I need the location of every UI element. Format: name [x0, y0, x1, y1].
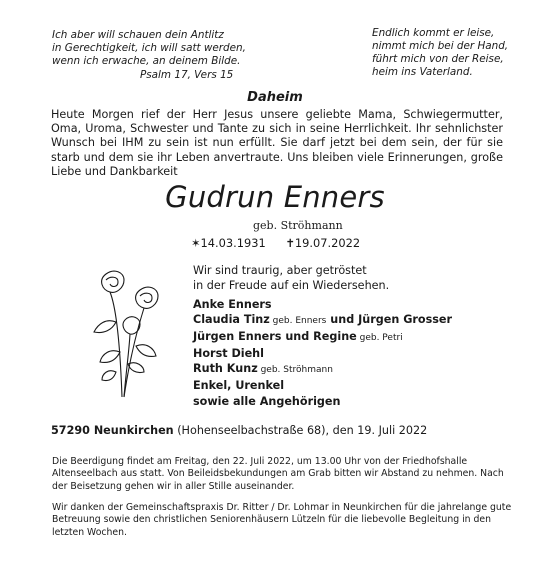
verse-line: in Gerechtigkeit, ich will satt werden, [52, 42, 246, 54]
mourning-line: in der Freude auf ein Wiedersehen. [193, 279, 390, 292]
verse-left [52, 29, 257, 68]
verse-line: heim ins Vaterland. [372, 66, 473, 78]
family-member: sowie alle Angehörigen [193, 394, 341, 408]
family-member: Horst Diehl [193, 347, 264, 361]
mourning-text [193, 263, 389, 293]
thanks-info: Wir danken der Gemeinschaftspraxis Dr. Ritter / Dr. Lohmar in Neunkirchen für die jahrelange gute Betreuung sowie den christlichen Seniorenhäusern Lützeln für die liebevolle Begleitung in den letzten Wochen. [52, 502, 512, 538]
maiden-name: geb. Ströhmann [253, 219, 343, 232]
verse-line: Ich aber will schauen dein Antlitz [52, 29, 224, 41]
family-member: Enkel, Urenkel [193, 379, 285, 393]
deceased-name: Gudrun Enners [165, 180, 385, 214]
family-member: Ruth Kunz geb. Ströhmann [193, 362, 333, 376]
address: (Hohenseelbachstraße 68), den 19. Juli 2022 [173, 424, 428, 437]
heading: Daheim [247, 90, 303, 105]
life-dates [191, 236, 376, 250]
death-date: ✝19.07.2022 [285, 236, 361, 250]
verse-line: nimmt mich bei der Hand, [372, 40, 509, 52]
family-member: Anke Enners [193, 298, 272, 311]
place-date-line [51, 424, 427, 437]
family-member: Jürgen Enners und Regine geb. Petri [193, 330, 403, 344]
intro-text: Heute Morgen rief der Herr Jesus unsere geliebte Mama, Schwiegermutter, Oma, Uroma, Schwester und Tante zu sich in seine Herrlichkeit. Ihr sehnlichster Wunsch bei IHM zu sein ist nun erfüllt. Sie darf jetzt bei dem sein, der für sie starb und dem sie ihr Leben anvertraute. Uns bleiben viele Erinnerungen, große Liebe und Dankbarkeit [51, 108, 503, 178]
verse-right [372, 27, 542, 79]
verse-line: führt mich von der Reise, [372, 53, 504, 65]
town: 57290 Neunkirchen [51, 424, 174, 437]
mourning-line: Wir sind traurig, aber getröstet [193, 264, 367, 277]
family-member: Claudia Tinz geb. Enners und Jürgen Grosser [193, 313, 453, 327]
birth-date: ✶14.03.1931 [191, 236, 266, 250]
funeral-info: Die Beerdigung findet am Freitag, den 22. Juli 2022, um 13.00 Uhr von der Friedhofshalle Altenseelbach aus statt. Von Beileidsbekundungen am Grab bitten wir Abstand zu nehmen. Nach der Beisetzung gehen wir in aller Stille auseinander. [52, 456, 504, 492]
verse-line: wenn ich erwache, an deinem Bilde. [52, 55, 241, 67]
verse-line: Endlich kommt er leise, [372, 27, 495, 39]
family-list [193, 297, 452, 409]
verse-reference: Psalm 17, Vers 15 [140, 69, 234, 81]
rose-illustration [80, 262, 170, 402]
